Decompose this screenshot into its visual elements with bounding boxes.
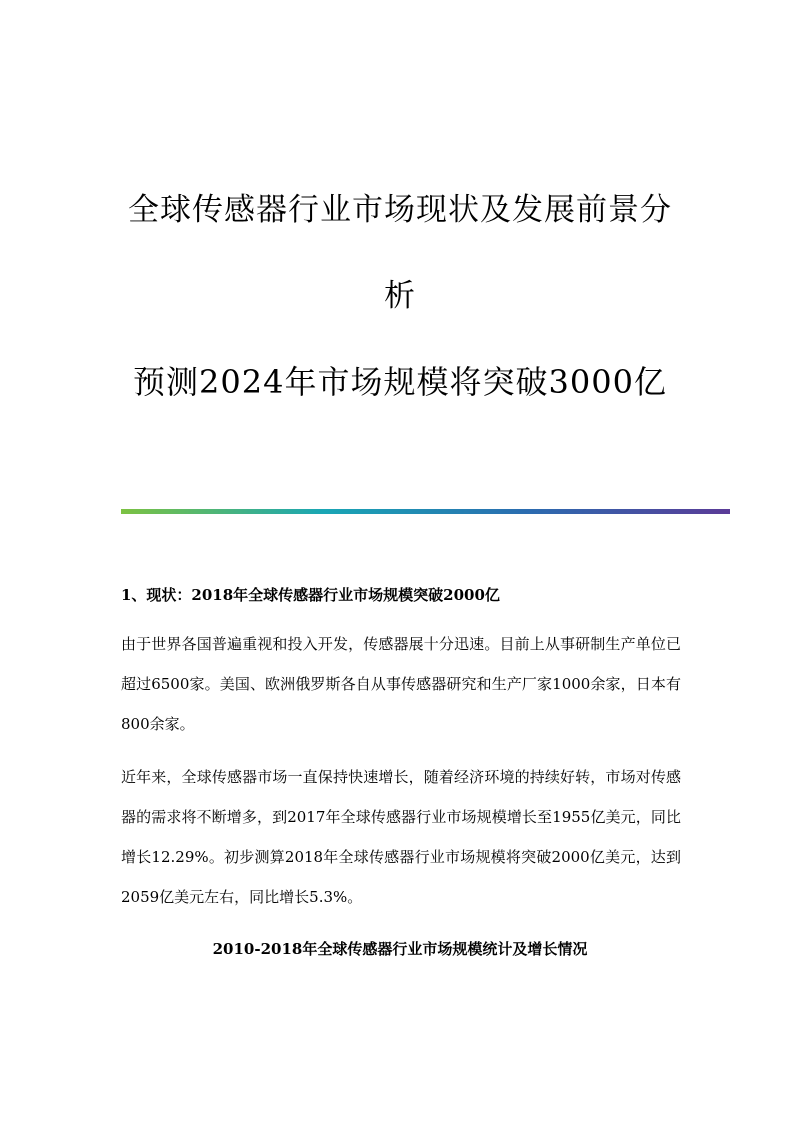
section-heading: 1、现状：2018年全球传感器行业市场规模突破2000亿: [121, 586, 500, 604]
paragraph-2: 近年来，全球传感器市场一直保持快速增长，随着经济环境的持续好转，市场对传感器的需求将不断增多，到2017年全球传感器行业市场规模增长至1955亿美元，同比增长12.29%。初步测算2018年全球传感器行业市场规模将突破2000亿美元，达到2059亿美元左右，同比增长5.3%。: [121, 768, 681, 906]
figure-caption: 2010-2018年全球传感器行业市场规模统计及增长情况: [212, 940, 588, 958]
gradient-divider: [121, 509, 730, 514]
document-subtitle: 预测2024年市场规模将突破3000亿: [133, 363, 667, 401]
paragraph-1: 由于世界各国普遍重视和投入开发，传感器展十分迅速。目前上从事研制生产单位已超过6500家。美国、欧洲俄罗斯各自从事传感器研究和生产厂家1000余家，日本有800余家。: [121, 635, 681, 733]
document-title-line-2: 析: [384, 278, 416, 314]
document-title-line-1: 全球传感器行业市场现状及发展前景分: [128, 192, 672, 228]
